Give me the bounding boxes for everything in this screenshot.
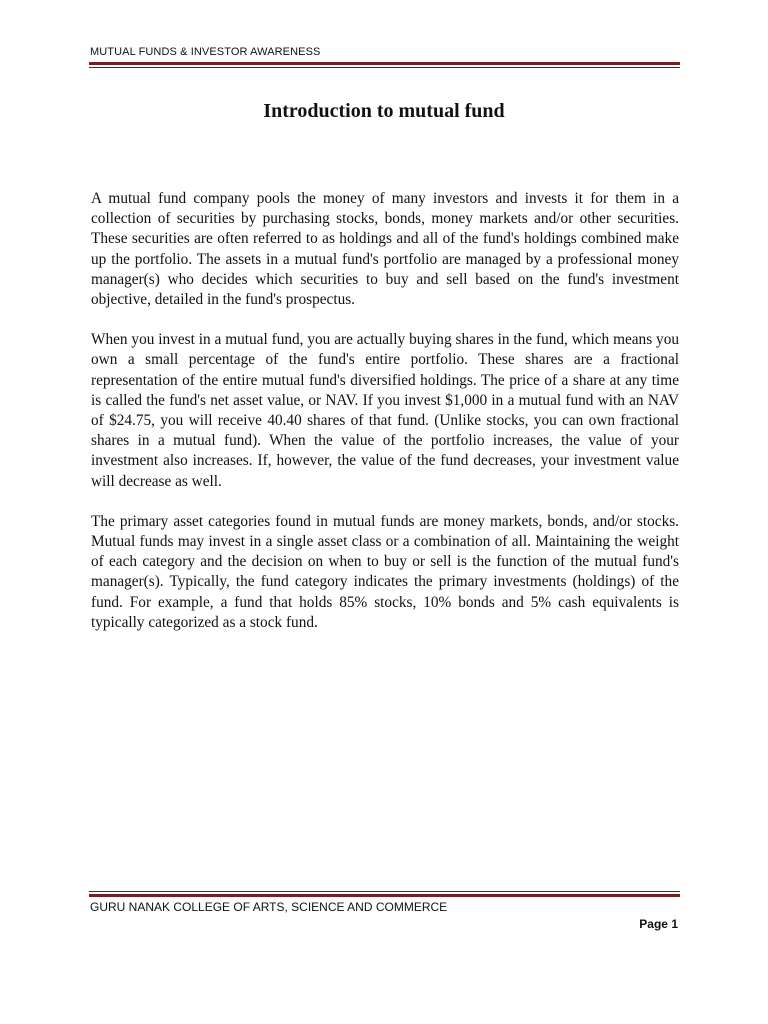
- paragraph-3: The primary asset categories found in mutual funds are money markets, bonds, and/or stocks. Mutual funds may invest in a single asset class or a combination of all. Maintaining the weight of each category and the decision on when to buy or sell is the function of the mutual fund's manager(s). Typically, the fund category indicates the primary investments (holdings) of the fund. For example, a fund that holds 85% stocks, 10% bonds and 5% cash equivalents is typically categorized as a stock fund.: [91, 512, 679, 631]
- footer-rule-thin: [89, 891, 680, 892]
- header-rule-thick: [89, 62, 680, 65]
- running-header: MUTUAL FUNDS & INVESTOR AWARENESS: [90, 46, 321, 58]
- paragraph-2: When you invest in a mutual fund, you are actually buying shares in the fund, which means you own a small percentage of the fund's entire portfolio. These shares are a fractional representation of the entire mutual fund's diversified holdings. The price of a share at any time is called the fund's net asset value, or NAV. If you invest $1,000 in a mutual fund with an NAV of $24.75, you will receive 40.40 shares of that fund. (Unlike stocks, you can own fractional shares in a mutual fund). When the value of the portfolio increases, the value of your investment also increases. If, however, the value of the fund decreases, your investment value will decrease as well.: [91, 331, 679, 490]
- page-number: Page 1: [639, 917, 678, 931]
- page-title: Introduction to mutual fund: [263, 100, 505, 122]
- footer-rule-thick: [89, 894, 680, 897]
- header-rule-thin: [89, 67, 680, 68]
- footer-institution: GURU NANAK COLLEGE OF ARTS, SCIENCE AND COMMERCE: [90, 900, 448, 914]
- paragraph-1: A mutual fund company pools the money of many investors and invests it for them in a collection of securities by purchasing stocks, bonds, money markets and/or other securities. These securities are often referred to as holdings and all of the fund's holdings combined make up the portfolio. The assets in a mutual fund's portfolio are managed by a professional money manager(s) who decides which securities to buy and sell based on the fund's investment objective, detailed in the fund's prospectus.: [91, 190, 679, 309]
- document-body: [91, 189, 679, 653]
